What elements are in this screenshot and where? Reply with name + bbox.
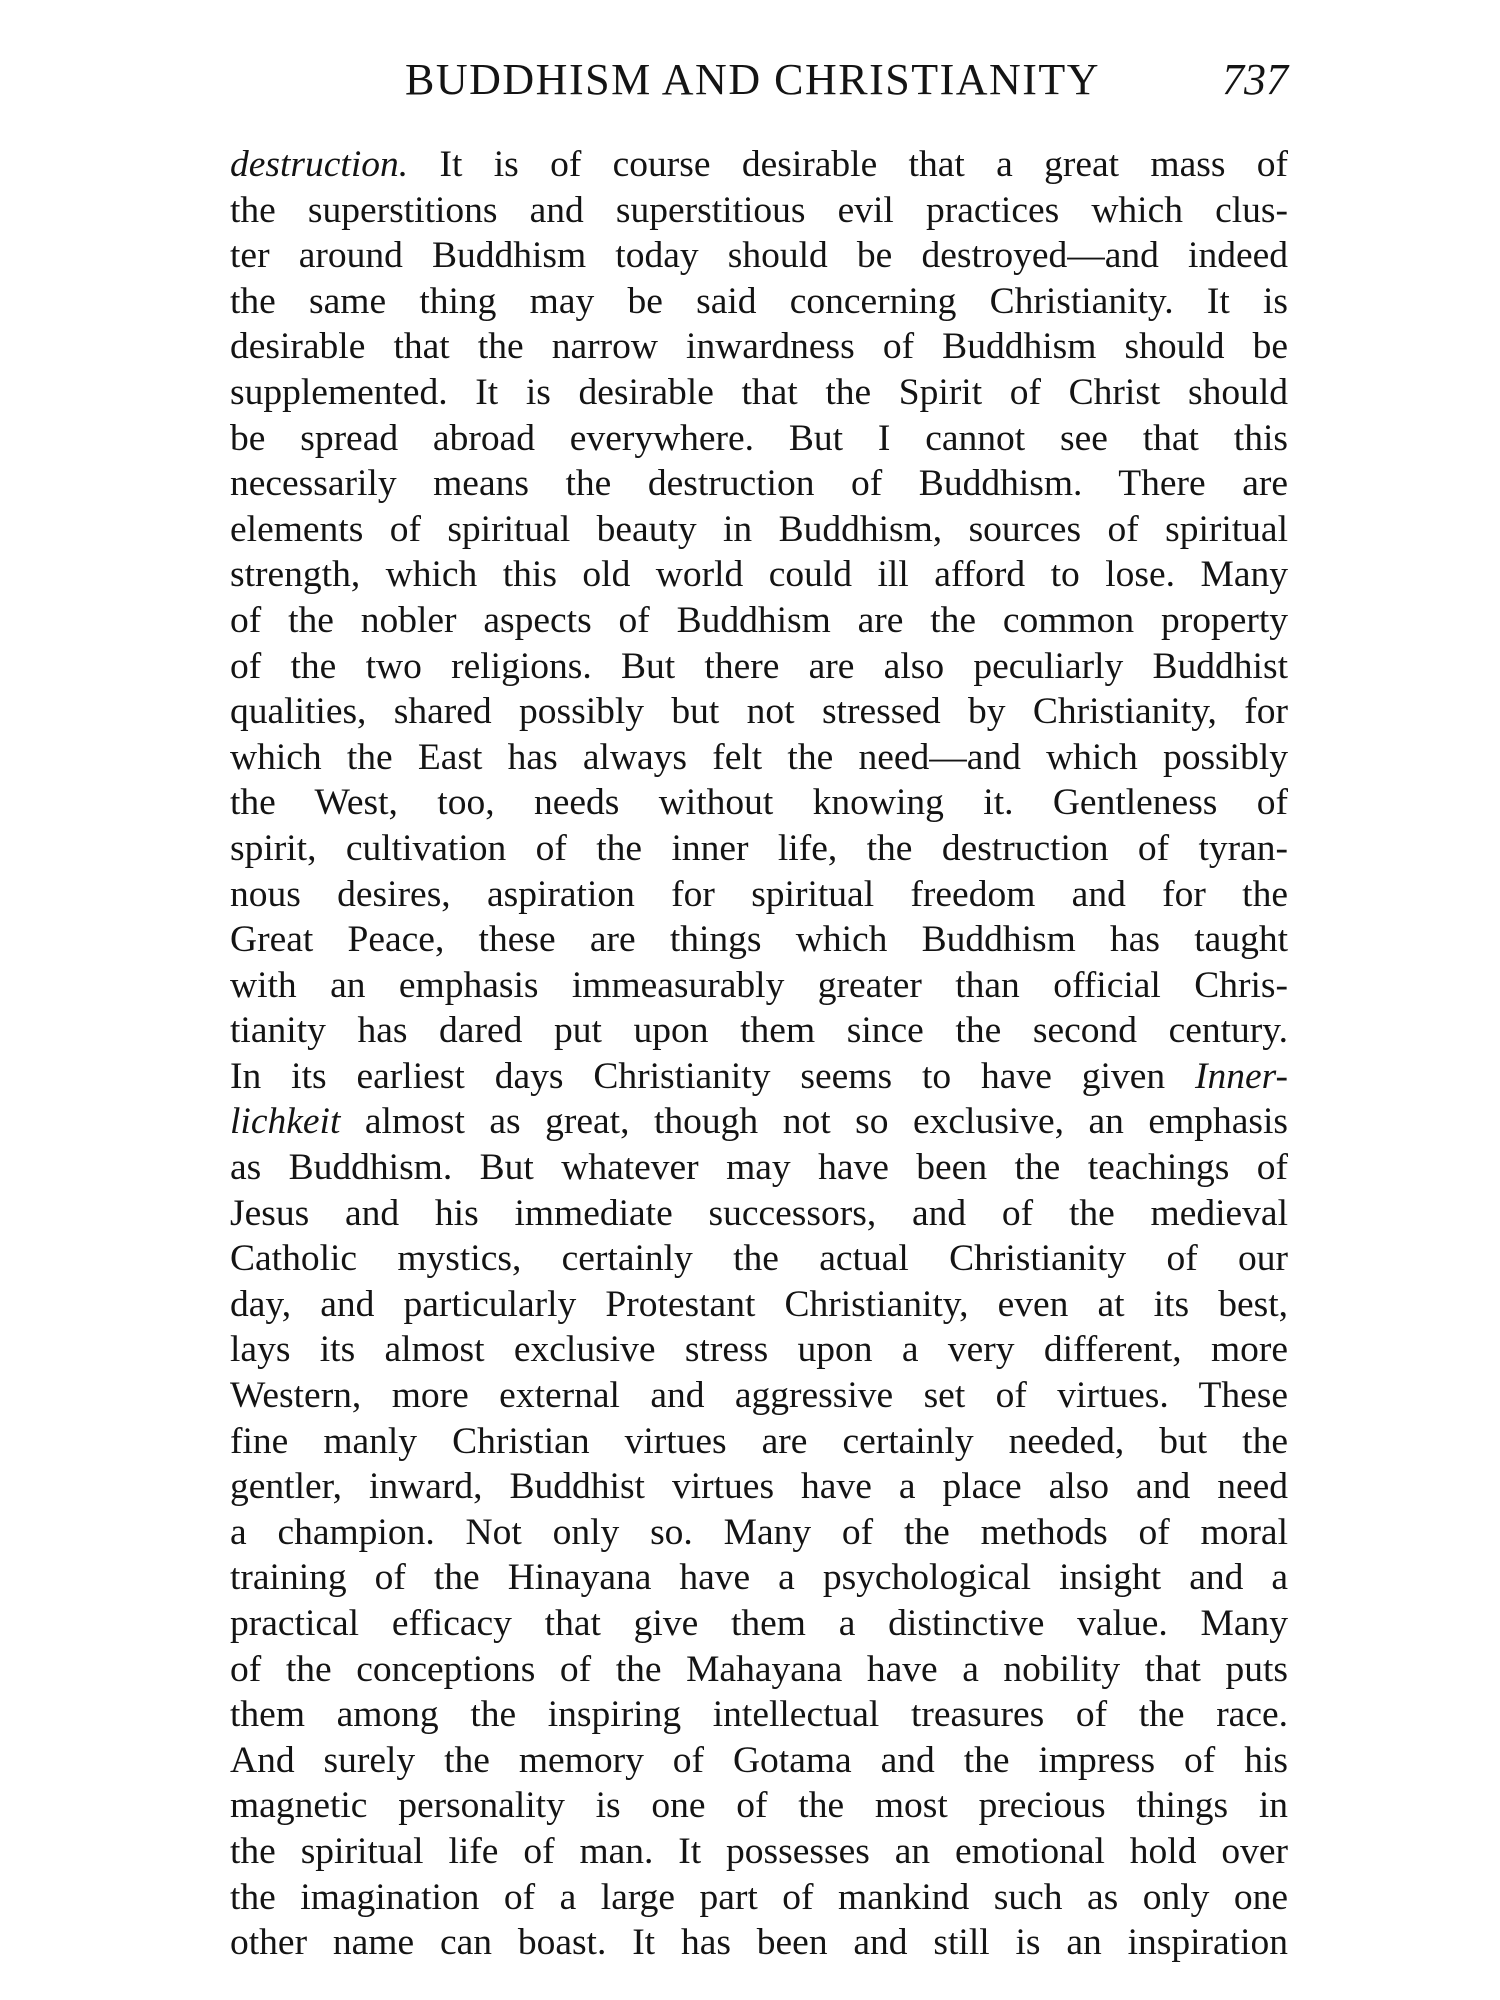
text-line: other name can boast. It has been and still is an inspiration: [230, 1922, 1288, 1964]
text-line: of the two religions. But there are also peculiarly Buddhist: [230, 645, 1288, 687]
italic-word: lichkeit: [230, 1101, 341, 1143]
text-line: the superstitions and superstitious evil practices which clus-: [230, 189, 1288, 231]
text-line: supplemented. It is desirable that the Spirit of Christ should: [230, 371, 1288, 413]
text-line: the imagination of a large part of mankind such as only one: [230, 1876, 1288, 1918]
text-line: ter around Buddhism today should be destroyed—and indeed: [230, 235, 1288, 277]
text-line: Jesus and his immediate successors, and of the medieval: [230, 1192, 1288, 1234]
italic-word: destruction.: [230, 144, 409, 185]
text-line: a champion. Not only so. Many of the methods of moral: [230, 1511, 1288, 1553]
running-title: BUDDHISM AND CHRISTIANITY: [405, 55, 1101, 104]
text-line: the same thing may be said concerning Christianity. It is: [230, 280, 1288, 322]
text-line: Catholic mystics, certainly the actual Christianity of our: [230, 1238, 1288, 1280]
text-line: them among the inspiring intellectual treasures of the race.: [230, 1694, 1288, 1736]
text-line: qualities, shared possibly but not stressed by Christianity, for: [230, 691, 1288, 733]
text-line: the spiritual life of man. It possesses an emotional hold over: [230, 1830, 1288, 1872]
text-line: [230, 1054, 1288, 1100]
text-line: desirable that the narrow inwardness of Buddhism should be: [230, 326, 1288, 368]
text-line: practical efficacy that give them a distinctive value. Many: [230, 1603, 1288, 1644]
text-line: training of the Hinayana have a psychological insight and a: [230, 1557, 1288, 1599]
running-header: [230, 52, 1288, 108]
text-line: spirit, cultivation of the inner life, the destruction of tyran-: [230, 827, 1288, 869]
text-line: gentler, inward, Buddhist virtues have a place also and need: [230, 1466, 1288, 1508]
text-line: day, and particularly Protestant Christianity, even at its best,: [230, 1283, 1288, 1325]
text-line: [230, 142, 1288, 188]
text-line: the West, too, needs without knowing it. Gentleness of: [230, 782, 1288, 824]
text-line: of the conceptions of the Mahayana have a nobility that puts: [230, 1648, 1288, 1690]
text-line: [230, 1099, 1288, 1145]
body-text: [230, 142, 1288, 1966]
text-line: nous desires, aspiration for spiritual freedom and for the: [230, 873, 1288, 915]
line-text: almost as great, though not so exclusive, an emphasis: [340, 1101, 1288, 1143]
text-line: lays its almost exclusive stress upon a very different, more: [230, 1329, 1288, 1371]
italic-word: Inner-: [1195, 1055, 1288, 1097]
page-number: 737: [1222, 55, 1288, 104]
text-line: tianity has dared put upon them since the second century.: [230, 1010, 1288, 1052]
text-line: Great Peace, these are things which Buddhism has taught: [230, 919, 1288, 961]
text-line: as Buddhism. But whatever may have been the teachings of: [230, 1147, 1288, 1189]
text-line: be spread abroad everywhere. But I cannot see that this: [230, 417, 1288, 459]
text-line: elements of spiritual beauty in Buddhism, sources of spiritual: [230, 508, 1288, 550]
line-text: It is of course desirable that a great mass of: [408, 144, 1288, 185]
text-line: necessarily means the destruction of Buddhism. There are: [230, 463, 1288, 505]
line-text: In its earliest days Christianity seems to have given: [230, 1055, 1196, 1097]
text-line: fine manly Christian virtues are certainly needed, but the: [230, 1420, 1288, 1462]
text-line: And surely the memory of Gotama and the impress of his: [230, 1739, 1288, 1781]
text-line: Western, more external and aggressive set of virtues. These: [230, 1375, 1288, 1417]
text-line: which the East has always felt the need—and which possibly: [230, 736, 1288, 778]
text-line: magnetic personality is one of the most precious things in: [230, 1785, 1288, 1827]
text-line: of the nobler aspects of Buddhism are the common property: [230, 599, 1288, 641]
text-line: with an emphasis immeasurably greater than official Chris-: [230, 964, 1288, 1006]
text-line: strength, which this old world could ill afford to lose. Many: [230, 554, 1288, 596]
